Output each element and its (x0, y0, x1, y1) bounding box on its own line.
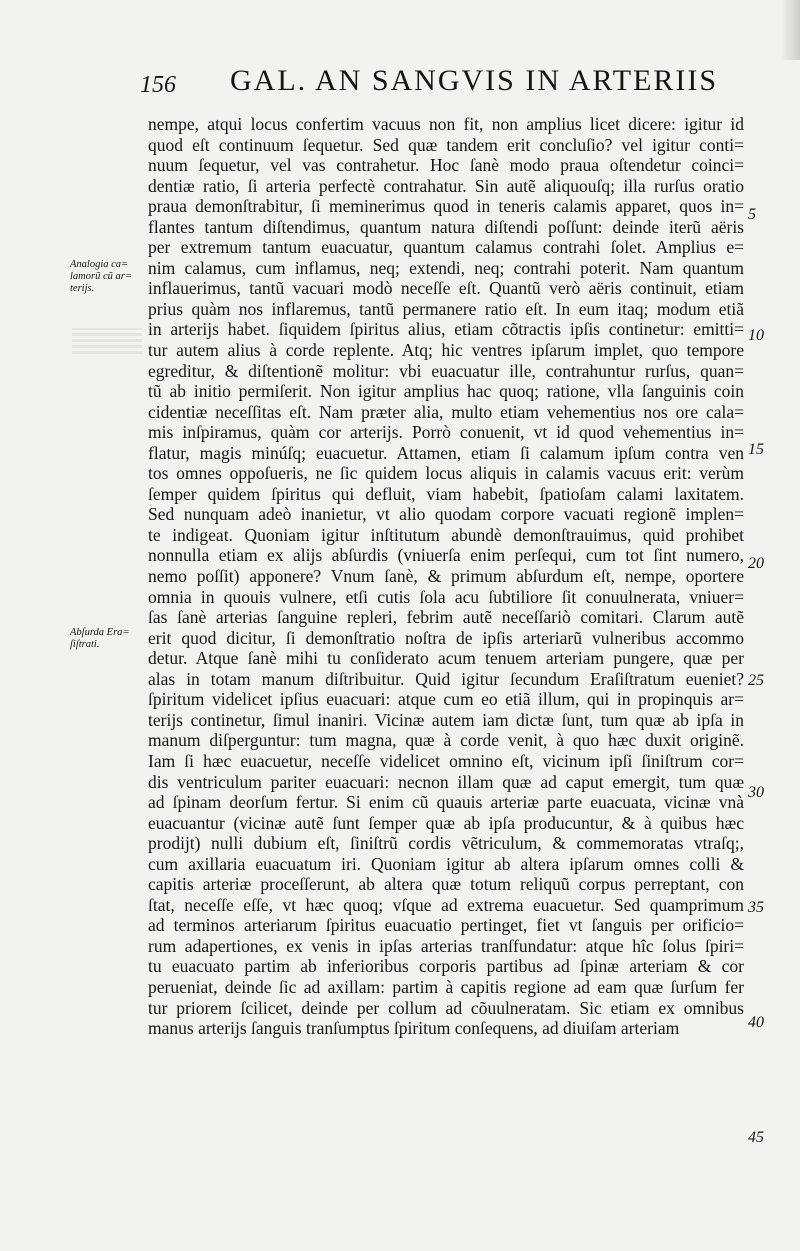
text-line: ſas ſanè arterias ſanguine repleri, febrim autẽ neceſſariò comitari. Clarum autẽ (148, 607, 744, 628)
line-number: 20 (748, 555, 764, 572)
text-line: per extremum tantum euacuatur, quantum calamus contrahi ſolet. Amplius e= (148, 237, 744, 258)
text-line: Iam ſi hæc euacuetur, neceſſe videlicet omnino eſt, vicinum ipſi ſiniſtrum cor= (148, 750, 744, 771)
text-line: erit quod dicitur, ſi demonſtratio noſtra de ipſis arteriarũ vulneribus accommo (148, 627, 744, 648)
text-line: quod eſt continuum ſequetur. Sed quæ tandem erit concluſio? vel igitur conti= (148, 134, 744, 155)
text-line: rum adapertiones, ex venis in ipſas arterias tranſfundatur: atque hîc ſolus ſpiri= (148, 935, 744, 956)
text-line: nim calamus, cum inflamus, neq; extendi, neq; contrahi poterit. Nam quantum (148, 257, 744, 278)
text-line: manus arterijs ſanguis tranſumptus ſpiritum conſequens, ad diuiſam arteriam (148, 1018, 680, 1039)
text-line: manum diſperguntur: tum magna, quæ à corde venit, à quo hæc duxit originẽ. (148, 730, 744, 751)
running-head: GAL. AN SANGVIS IN ARTERIIS (230, 64, 719, 97)
text-line: ſtat, neceſſe eſſe, vt hæc quoq; vſque ad extrema euacuetur. Sed quamprimum (148, 894, 744, 915)
text-line: tũ ab initio permiſerit. Non igitur amplius hac quoq; ratione, vlla ſanguinis coin (148, 381, 744, 402)
line-number: 25 (748, 672, 764, 689)
text-line: te indigeat. Quoniam igitur inſtitutum abundè demonſtrauimus, quid prohibet (148, 524, 744, 545)
text-line: prius quàm nos inflaremus, tantũ permanere ratio eſt. In eum itaq; modum etiã (148, 298, 744, 319)
margin-note-analogia: Analogia ca= lamorũ cũ ar= terijs. (70, 259, 132, 294)
show-through-text (72, 328, 142, 354)
line-number: 35 (748, 899, 764, 916)
line-number: 5 (748, 206, 756, 223)
text-line: flantes tantum diſtendimus, quantum natura diſtendi poſſunt: deinde iterũ aëris (148, 216, 744, 237)
text-line: tur autem alius à corde replente. Atq; hic ventres ipſarum implet, quo tempore (148, 340, 744, 361)
line-number: 30 (748, 784, 764, 801)
text-line: detur. Atque ſanè mihi tu conſiderato acum tenuem arteriam pungere, quæ per (148, 648, 744, 669)
text-line: tu euacuato partim ab inferioribus corporis partibus ad ſpinæ arteriam & cor (148, 956, 744, 977)
line-number: 45 (748, 1129, 764, 1146)
margin-note-absurda: Abſurda Era= ſiſtrati. (70, 627, 130, 650)
text-line: ad terminos arteriarum ſpiritus euacuatio pertinget, fiet vt ſanguis per orificio= (148, 915, 744, 936)
text-line: terijs continetur, ſimul inaniri. Vicinæ autem iam dictæ ſunt, tum quæ ab ipſa in (148, 709, 744, 730)
text-line: nuum ſequetur, vel vas contrahetur. Hoc ſanè modo praua oſtendetur coinci= (148, 155, 744, 176)
text-line: omnia in quouis vulnere, etſi cutis ſola acu ſubtiliore ſit conuulnerata, vniuer= (148, 586, 744, 607)
text-line: tos omnes oppoſueris, ne ſic quidem locus aliquis in calamis vacuus erit: verùm (148, 463, 744, 484)
text-line: Sed nunquam adeò inanietur, vt alio quodam corpore vacuati regionẽ implen= (148, 504, 744, 525)
text-line: ad ſpinam deorſum fertur. Si enim cũ quauis arteriæ parte euacuata, vicinæ vnà (148, 792, 744, 813)
text-line: praua demonſtrabitur, ſi meminerimus quod in teneris calamis apparet, quos in= (148, 196, 744, 217)
line-number: 15 (748, 441, 764, 458)
text-line: perueniat, deinde ſic ad axillam: partim à capitis regione ad eam quæ ſurſum fer (148, 976, 744, 997)
text-line: in arterijs habet. ſiquidem ſpiritus alius, etiam cõtractis ipſis continetur: emitti= (148, 319, 744, 340)
text-line: mis inſpiramus, quàm cor arterijs. Porrò conuenit, vt id quod vehementius in= (148, 422, 744, 443)
text-line: ſpiritum videlicet ipſius euacuari: atque cum eo etiã illum, qui in propinquis ar= (148, 689, 744, 710)
text-line: cum axillaria euacuatum iri. Quoniam igitur ab altera ipſarum omnes colli & (148, 853, 744, 874)
text-line: tur priorem ſcilicet, deinde per collum ad cõuulneratam. Sic etiam ex omnibus (148, 997, 744, 1018)
text-line: nemo poſſit) apponere? Vnum ſanè, & primum abſurdum eſt, nempe, oportere (148, 566, 744, 587)
body-text (148, 114, 744, 1039)
text-line: prodijt) nulli dubium eſt, ſiniſtrũ cordis vẽtriculum, & commemoratas vtraſq;, (148, 833, 744, 854)
text-line: alas in totam manum diſtribuitur. Quid igitur ſecundum Eraſiſtratum eueniet? (148, 668, 744, 689)
text-line: nonnulla etiam ex alijs abſurdis (vniuerſa enim perſequi, cum tot ſint numero, (148, 545, 744, 566)
text-line: ſemper quidem ſpiritus qui defluit, viam habebit, ſpatioſam calami laxitatem. (148, 483, 744, 504)
text-line: flatur, magis minúſq; euacuetur. Attamen, etiam ſi calamum ipſum contra ven (148, 442, 744, 463)
page-edge-shadow (780, 0, 800, 60)
text-line: cidentiæ neceſſitas eſt. Nam præter alia, multo etiam vehementius nos ore cala= (148, 401, 744, 422)
line-number: 10 (748, 327, 764, 344)
page-number: 156 (140, 72, 176, 98)
text-line: dis ventriculum pariter euacuari: necnon illam quæ ad caput emergit, tum quæ (148, 771, 744, 792)
text-line: inflauerimus, tantũ vacuari modò neceſſe eſt. Quantũ verò aëris continuit, etiam (148, 278, 744, 299)
text-line: euacuantur (vicinæ autẽ ſunt ſemper quæ ab ipſa producuntur, & à quibus hæc (148, 812, 744, 833)
text-line: capitis arteriæ proceſſerunt, ab altera quæ totum reliquũ corpus perreptant, con (148, 874, 744, 895)
text-line: egreditur, & diſtentionẽ molitur: vbi euacuatur ille, contrahuntur rurſus, quan= (148, 360, 744, 381)
line-number: 40 (748, 1014, 764, 1031)
page-header (140, 64, 740, 104)
text-line: dentiæ ratio, ſi arteria perfectè contrahatur. Sin autẽ aliquouſq; illa rurſus oratio (148, 175, 744, 196)
text-line: nempe, atqui locus confertim vacuus non fit, non amplius licet dicere: igitur id (148, 114, 744, 134)
